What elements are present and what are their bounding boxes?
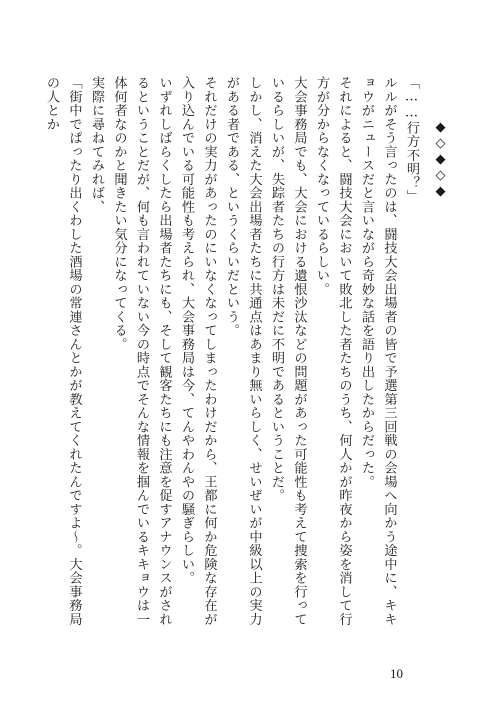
paragraph: 「……行方不明？」 <box>404 76 419 204</box>
paragraph: それによると、闘技大会において敗北した者たちのうち、何人かが昨夜から姿を消して行方が分からなくなっているらしい。 <box>314 76 352 626</box>
paragraph: 大会事務局でも、大会における遺恨沙汰などの問題があった可能性も考えて捜索を行っているらしいが、失踪者たちの行方は未だに不明であるということだ。 <box>269 76 307 626</box>
paragraph: しかし、消えた大会出場者たちに共通点はあまり無いらしく、せいぜいが中級以上の実力がある者である、というくらいだという。 <box>224 76 262 626</box>
paragraph: いずれしばらくしたら出場者たちにも、そして観客たちにも注意を促すアナウンスがされるということだが、何も言われていない今の時点でそんな情報を掴んでいるキキョウは一体何者なのかと聞きたい気分になってくる。 <box>111 76 172 626</box>
section-divider: ◆◇◆◇◆ <box>433 120 448 200</box>
paragraph: 「街中でぱったり出くわした酒場の常連さんとかが教えてくれたんですよ～。大会事務局の人とか <box>44 76 82 626</box>
paragraph: 実際に尋ねてみれば、 <box>89 76 104 214</box>
paragraph: それだけの実力があったのにいなくなってしまったわけだから、王都に何か危険な存在が入り込んでいる可能性も考えられ、大会事務局は今、てんやわんやの騒ぎらしい。 <box>179 76 217 626</box>
paragraph: ルルがそう言ったのは、闘技大会出場者の皆で予選第三回戦の会場へ向かう途中に、キキョウがニュースだと言いながら奇妙な話を語り出したからだった。 <box>359 76 397 626</box>
page-number: 10 <box>390 666 403 681</box>
vertical-body-text <box>44 76 422 638</box>
